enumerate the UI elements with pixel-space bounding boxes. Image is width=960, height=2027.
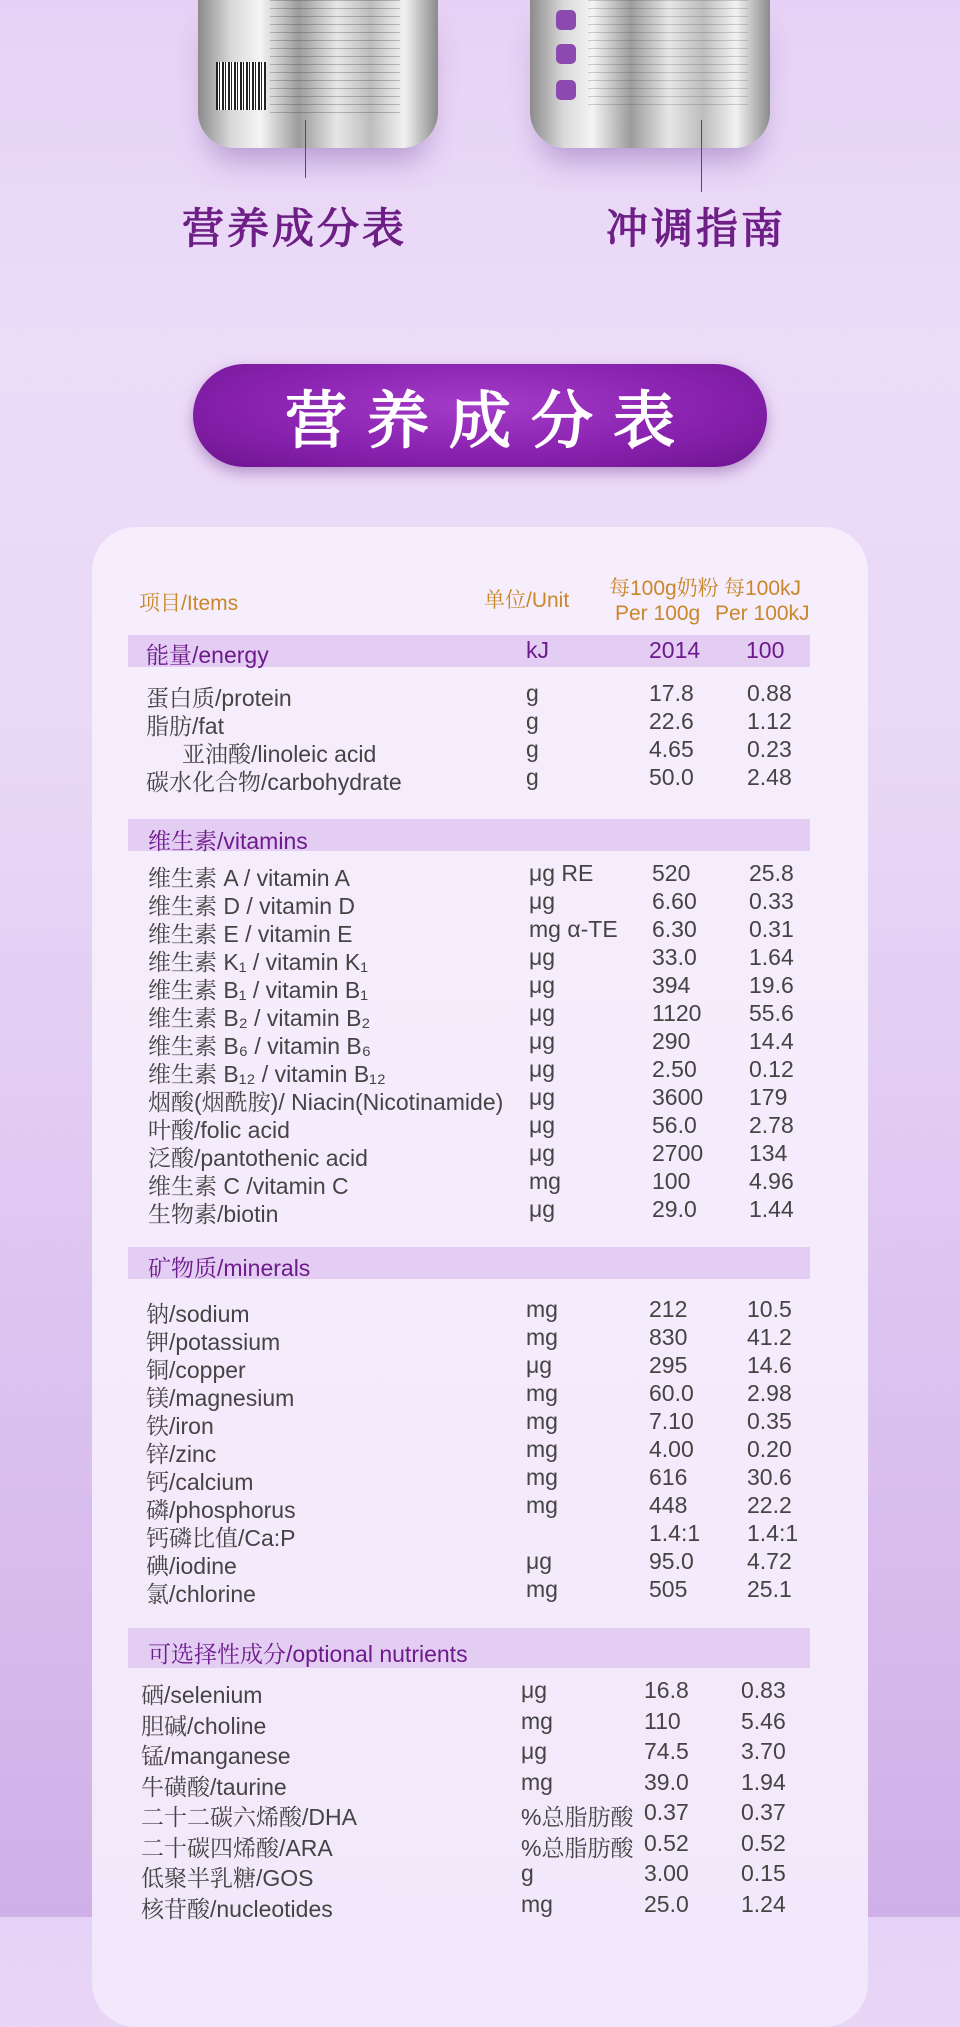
optional-row-unit: μg (521, 1677, 548, 1703)
vitamins-row-unit: μg RE (529, 860, 594, 886)
vitamins-row-per100kj: 134 (749, 1140, 788, 1166)
minerals-row-per100g: 7.10 (649, 1408, 694, 1434)
minerals-row-unit: mg (526, 1576, 558, 1602)
optional-row-unit: mg (521, 1890, 553, 1917)
minerals-row-unit: mg (526, 1464, 558, 1490)
vitamins-row-per100kj: 179 (749, 1084, 788, 1110)
macros-row-per100g: 22.6 (649, 708, 694, 734)
section-title-pill (193, 364, 767, 467)
step-icon (556, 10, 576, 30)
macros-row-per100kj: 0.23 (747, 736, 792, 762)
vitamins-row-per100kj: 25.8 (749, 860, 794, 886)
minerals-row-unit: mg (526, 1296, 558, 1322)
vitamins-row-per100g: 6.30 (652, 916, 697, 942)
minerals-row-label: 铜/copper (146, 1357, 246, 1383)
vitamins-row-per100g: 2700 (652, 1140, 704, 1166)
energy-per100kj: 100 (746, 637, 785, 663)
vitamins-row-label: 生物素/biotin (148, 1201, 279, 1227)
vitamins-row-per100kj: 1.44 (749, 1196, 794, 1222)
optional-row-per100kj: 1.94 (741, 1768, 786, 1795)
minerals-row-per100g: 448 (649, 1492, 688, 1518)
optional-title: 可选择性成分/optional nutrients (148, 1641, 468, 1667)
vitamins-row-per100g: 290 (652, 1028, 691, 1054)
minerals-row-label: 钠/sodium (146, 1301, 250, 1327)
vitamins-row-label: 维生素 B₁₂ / vitamin B₁₂ (148, 1061, 386, 1087)
vitamins-row-per100kj: 2.78 (749, 1112, 794, 1138)
vitamins-row-unit: mg α-TE (529, 916, 618, 942)
label-text-lines (588, 0, 748, 110)
optional-row-label: 核苷酸/nucleotides (141, 1895, 333, 1922)
vitamins-row-label: 维生素 B₆ / vitamin B₆ (148, 1033, 372, 1059)
vitamins-row-unit: μg (529, 1140, 556, 1166)
header-unit: 单位/Unit (484, 589, 570, 612)
optional-row-unit: %总脂肪酸 (521, 1804, 634, 1830)
minerals-row-per100kj: 14.6 (747, 1352, 792, 1378)
vitamins-row-label: 维生素 K₁ / vitamin K₁ (148, 949, 369, 975)
optional-row-per100kj: 3.70 (741, 1738, 786, 1764)
optional-row-per100g: 74.5 (644, 1738, 689, 1764)
minerals-row-per100kj: 4.72 (747, 1548, 792, 1574)
minerals-row-per100kj: 10.5 (747, 1296, 792, 1322)
minerals-row-unit: μg (526, 1352, 553, 1378)
vitamins-row-unit: μg (529, 1028, 556, 1054)
macros-row-label: 脂肪/fat (146, 713, 224, 739)
vitamins-row-label: 维生素 B₂ / vitamin B₂ (148, 1005, 371, 1031)
optional-row-per100kj: 5.46 (741, 1707, 786, 1734)
step-icon (556, 80, 576, 100)
optional-row-unit: mg (521, 1768, 553, 1795)
macros-row-label: 亚油酸/linoleic acid (182, 741, 377, 767)
minerals-row-label: 钾/potassium (146, 1329, 281, 1355)
optional-row-label: 低聚半乳糖/GOS (141, 1865, 314, 1891)
minerals-row-per100g: 830 (649, 1324, 688, 1350)
vitamins-row-unit: μg (529, 1196, 556, 1222)
minerals-row-label: 镁/magnesium (146, 1385, 295, 1411)
vitamins-row-per100kj: 19.6 (749, 972, 794, 998)
vitamins-row-label: 叶酸/folic acid (148, 1117, 290, 1143)
minerals-row-per100g: 505 (649, 1576, 688, 1602)
optional-row-label: 硒/selenium (141, 1682, 263, 1708)
header-per100g-zh: 每100g奶粉 (609, 577, 719, 600)
optional-row-per100g: 0.37 (644, 1799, 689, 1825)
barcode-icon (216, 62, 266, 110)
macros-row-unit: g (526, 764, 539, 790)
minerals-row-per100g: 1.4:1 (649, 1520, 701, 1546)
macros-row-per100g: 50.0 (649, 764, 694, 790)
optional-row-label: 牛磺酸/taurine (141, 1773, 287, 1800)
vitamins-row-per100g: 520 (652, 860, 691, 886)
minerals-row-per100kj: 25.1 (747, 1576, 792, 1602)
vitamins-row-unit: μg (529, 1056, 556, 1082)
vitamins-row-label: 维生素 C /vitamin C (148, 1173, 349, 1199)
vitamins-row-unit: μg (529, 888, 556, 914)
vitamins-row-per100g: 33.0 (652, 944, 697, 970)
optional-row-per100g: 25.0 (644, 1890, 689, 1917)
vitamins-row-unit: μg (529, 944, 556, 970)
vitamins-row-per100g: 3600 (652, 1084, 704, 1110)
minerals-row-unit: mg (526, 1492, 558, 1518)
optional-row-unit: mg (521, 1707, 553, 1734)
macros-row-unit: g (526, 736, 539, 762)
header-per100g-en: Per 100g (615, 602, 701, 625)
vitamins-row-per100g: 2.50 (652, 1056, 697, 1082)
label-text-lines (270, 0, 400, 120)
optional-row-per100kj: 0.83 (741, 1677, 786, 1703)
macros-row-per100kj: 0.88 (747, 680, 792, 706)
minerals-row-label: 铁/iron (146, 1413, 214, 1439)
optional-row-per100kj: 0.15 (741, 1860, 786, 1886)
optional-row-per100g: 16.8 (644, 1677, 689, 1703)
optional-row-label: 胆碱/choline (141, 1712, 267, 1739)
optional-row-unit: g (521, 1860, 534, 1886)
optional-row-per100kj: 1.24 (741, 1890, 786, 1917)
minerals-row-per100kj: 30.6 (747, 1464, 792, 1490)
minerals-row-per100g: 95.0 (649, 1548, 694, 1574)
macros-row-unit: g (526, 708, 539, 734)
vitamins-row-per100kj: 0.33 (749, 888, 794, 914)
vitamins-row-per100g: 100 (652, 1168, 691, 1194)
minerals-row-label: 钙/calcium (146, 1469, 254, 1495)
minerals-row-label: 钙磷比值/Ca:P (146, 1525, 296, 1551)
energy-label: 能量/energy (146, 642, 269, 668)
vitamins-row-label: 维生素 A / vitamin A (148, 865, 350, 891)
vitamins-row-label: 维生素 E / vitamin E (148, 921, 353, 947)
caption-instructions: 冲调指南 (606, 204, 787, 253)
vitamins-row-label: 泛酸/pantothenic acid (148, 1145, 368, 1171)
minerals-row-per100kj: 0.20 (747, 1436, 792, 1462)
minerals-row-per100kj: 41.2 (747, 1324, 792, 1350)
minerals-title: 矿物质/minerals (148, 1255, 311, 1281)
step-icon (556, 44, 576, 64)
macros-row-per100g: 4.65 (649, 736, 694, 762)
optional-row-unit: μg (521, 1738, 548, 1764)
minerals-row-unit: μg (526, 1548, 553, 1574)
vitamins-row-per100g: 29.0 (652, 1196, 697, 1222)
section-title: 营养成分表 (284, 384, 695, 457)
macros-row-label: 蛋白质/protein (146, 685, 292, 711)
minerals-row-unit: mg (526, 1408, 558, 1434)
macros-row-label: 碳水化合物/carbohydrate (146, 769, 402, 795)
optional-row-per100g: 0.52 (644, 1829, 689, 1856)
minerals-row-per100g: 616 (649, 1464, 688, 1490)
optional-row-label: 二十二碳六烯酸/DHA (141, 1804, 357, 1830)
minerals-row-per100kj: 22.2 (747, 1492, 792, 1518)
macros-row-per100kj: 1.12 (747, 708, 792, 734)
optional-row-label: 锰/manganese (141, 1743, 291, 1769)
minerals-row-label: 磷/phosphorus (146, 1497, 296, 1523)
minerals-row-per100g: 212 (649, 1296, 688, 1322)
vitamins-row-per100g: 394 (652, 972, 691, 998)
minerals-row-label: 碘/iodine (146, 1553, 237, 1579)
optional-row-per100g: 3.00 (644, 1860, 689, 1886)
optional-row-per100g: 39.0 (644, 1768, 689, 1795)
vitamins-row-label: 烟酸(烟酰胺)/ Niacin(Nicotinamide) (148, 1089, 504, 1115)
minerals-row-per100g: 295 (649, 1352, 688, 1378)
pointer-line (305, 120, 306, 178)
vitamins-row-per100kj: 0.31 (749, 916, 794, 942)
macros-row-unit: g (526, 680, 539, 706)
minerals-row-per100g: 60.0 (649, 1380, 694, 1406)
vitamins-row-per100kj: 55.6 (749, 1000, 794, 1026)
vitamins-row-unit: μg (529, 1000, 556, 1026)
minerals-row-per100g: 4.00 (649, 1436, 694, 1462)
product-can-instructions-side (530, 0, 770, 148)
header-per100kj-en: Per 100kJ (715, 602, 810, 625)
vitamins-row-label: 维生素 D / vitamin D (148, 893, 356, 919)
optional-row-per100g: 110 (644, 1707, 681, 1734)
vitamins-row-label: 维生素 B₁ / vitamin B₁ (148, 977, 369, 1003)
caption-nutrition: 营养成分表 (182, 204, 408, 253)
minerals-row-unit: mg (526, 1436, 558, 1462)
vitamins-row-per100kj: 0.12 (749, 1056, 794, 1082)
vitamins-row-unit: μg (529, 972, 556, 998)
optional-row-per100kj: 0.37 (741, 1799, 786, 1825)
vitamins-row-per100g: 1120 (652, 1000, 702, 1026)
vitamins-title: 维生素/vitamins (148, 828, 308, 854)
vitamins-row-unit: mg (529, 1168, 561, 1194)
minerals-row-label: 氯/chlorine (146, 1581, 256, 1607)
header-item: 项目/Items (139, 592, 239, 615)
minerals-row-label: 锌/zinc (146, 1441, 217, 1467)
minerals-row-per100kj: 1.4:1 (747, 1520, 799, 1546)
optional-row-unit: %总脂肪酸 (521, 1834, 634, 1861)
optional-row-per100kj: 0.52 (741, 1829, 786, 1856)
vitamins-row-per100g: 56.0 (652, 1112, 697, 1138)
pointer-line (701, 120, 702, 192)
minerals-row-per100kj: 2.98 (747, 1380, 792, 1406)
vitamins-row-per100kj: 14.4 (749, 1028, 794, 1054)
vitamins-row-per100g: 6.60 (652, 888, 697, 914)
energy-unit: kJ (526, 637, 549, 663)
minerals-row-per100kj: 0.35 (747, 1408, 792, 1434)
macros-row-per100g: 17.8 (649, 680, 694, 706)
header-per100kj-zh: 每100kJ (724, 577, 802, 600)
energy-per100g: 2014 (649, 637, 701, 663)
optional-row-label: 二十碳四烯酸/ARA (141, 1834, 333, 1861)
product-can-nutrition-side (198, 0, 438, 148)
minerals-row-unit: mg (526, 1324, 558, 1350)
vitamins-row-unit: μg (529, 1084, 556, 1110)
vitamins-row-per100kj: 4.96 (749, 1168, 794, 1194)
vitamins-row-unit: μg (529, 1112, 556, 1138)
minerals-row-unit: mg (526, 1380, 558, 1406)
macros-row-per100kj: 2.48 (747, 764, 792, 790)
vitamins-row-per100kj: 1.64 (749, 944, 794, 970)
